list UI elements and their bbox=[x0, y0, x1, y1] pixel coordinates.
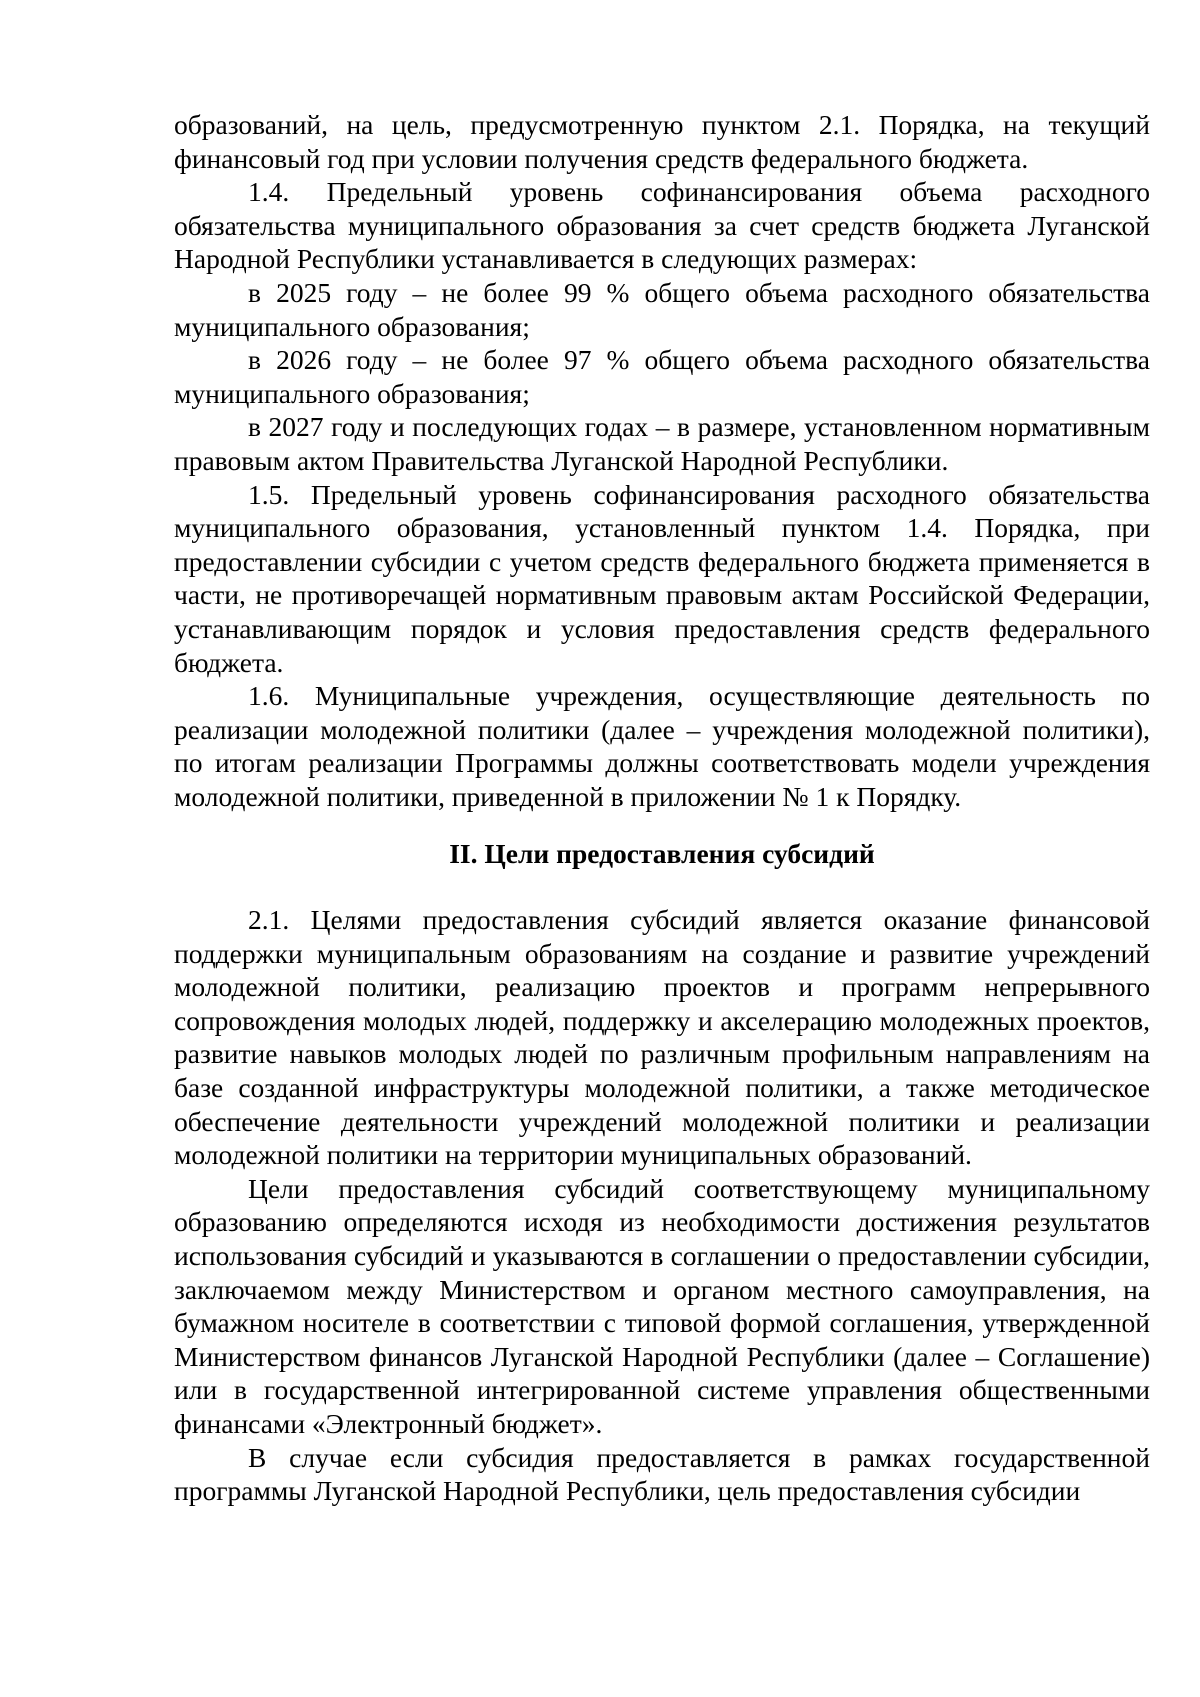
section-heading: II. Цели предоставления субсидий bbox=[449, 838, 875, 870]
paragraph-continuation: образований, на цель, предусмотренную пунктом 2.1. Порядка, на текущий финансовый год при условии получения средств федерального бюджета. bbox=[174, 109, 1150, 174]
document-page bbox=[174, 108, 1150, 1508]
paragraph-goals: Цели предоставления субсидий соответствующему муниципальному образованию определяются исходя из необходимости достижения результатов использования субсидий и указываются в соглашении о предоставлении субсидии, заключаемом между Министерством и органом местного самоуправления, на бумажном носителе в соответствии с типовой формой соглашения, утвержденной Министерством финансов Луганской Народной Республики (далее – Соглашение) или в государственной интегрированной системе управления общественными финансами «Электронный бюджет». bbox=[174, 1172, 1150, 1439]
paragraph-2025: в 2025 году – не более 99 % общего объема расходного обязательства муниципального образования; bbox=[174, 276, 1150, 342]
paragraph-1-5: 1.5. Предельный уровень софинансирования расходного обязательства муниципального образования, установленный пунктом 1.4. Порядка, при предоставлении субсидии с учетом средств федерального бюджета применяется в части, не противоречащей нормативным правовым актам Российской Федерации, устанавливающим порядок и условия предоставления средств федерального бюджета. bbox=[174, 478, 1150, 678]
paragraph-1-4: 1.4. Предельный уровень софинансирования объема расходного обязательства муниципального образования за счет средств бюджета Луганской Народной Республики устанавливается в следующих размерах: bbox=[174, 176, 1150, 275]
paragraph-2027: в 2027 году и последующих годах – в размере, установленном нормативным правовым актом Правительства Луганской Народной Республики. bbox=[174, 411, 1150, 476]
paragraph-2026: в 2026 году – не более 97 % общего объема расходного обязательства муниципального образования; bbox=[174, 344, 1150, 409]
paragraph-2-1: 2.1. Целями предоставления субсидий является оказание финансовой поддержки муниципальным образованиям на создание и развитие учреждений молодежной политики, реализацию проектов и программ непрерывного сопровождения молодых людей, поддержку и акселерацию молодежных проектов, развитие навыков молодых людей по различным профильным направлениям на базе созданной инфраструктуры молодежной политики, а также методическое обеспечение деятельности учреждений молодежной политики и реализации молодежной политики на территории муниципальных образований. bbox=[174, 904, 1150, 1171]
paragraph-1-6: 1.6. Муниципальные учреждения, осуществляющие деятельность по реализации молодежной политики (далее – учреждения молодежной политики), по итогам реализации Программы должны соответствовать модели учреждения молодежной политики, приведенной в приложении № 1 к Порядку. bbox=[174, 680, 1150, 812]
paragraph-state-program: В случае если субсидия предоставляется в рамках государственной программы Луганской Народной Республики, цель предоставления субсидии bbox=[174, 1441, 1150, 1507]
